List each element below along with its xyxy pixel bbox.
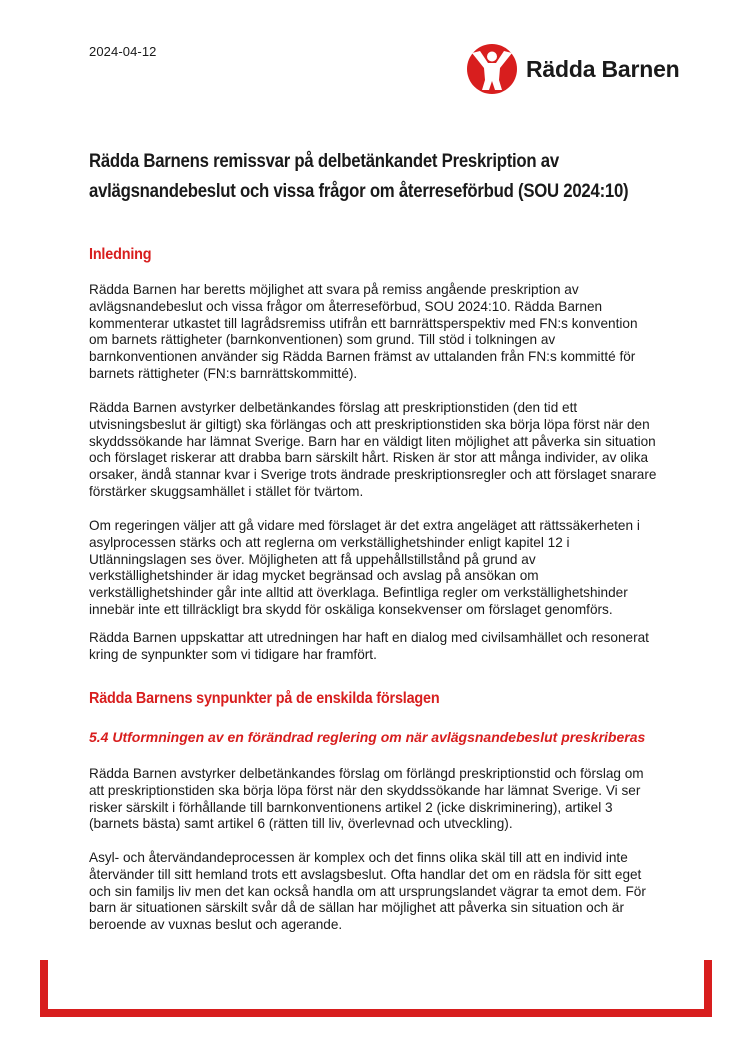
footer-frame: [40, 960, 712, 1017]
subheading-5-4: 5.4 Utformningen av en förändrad reglering om när avlägsnandebeslut preskriberas: [89, 729, 646, 745]
intro-paragraph-2: Rädda Barnen avstyrker delbetänkandes förslag att preskriptionstiden (den tid ett utvisningsbeslut är giltigt) ska förlängas och att preskriptionstiden ska börja löpa först när den skyddssökande har lämnat Sverige. Barn har en väldigt liten möjlighet att påverka sin situation och förslaget riskerar att drabba barn särskilt hårt. Risken är stor att många individer, av olika orsaker, ändå stannar kvar i Sverige trots ändrade preskriptionsregler och att förslaget snarare förstärker skuggsamhället i stället för tvärtom.: [89, 400, 657, 499]
logo-text: Rädda Barnen: [526, 55, 680, 82]
page-title: Rädda Barnens remissvar på delbetänkandet Preskription av avlägsnandebeslut och vissa frågor om återreseförbud (SOU 2024:10): [89, 150, 629, 202]
section-paragraph-2: Asyl- och återvändandeprocessen är komplex och det finns olika skäl till att en individ inte återvänder till sitt hemland trots ett avslagsbeslut. Ofta handlar det om en rädsla för sitt eget och sin familjs liv men det kan också handla om att ursprungslandet vägrar ta emot dem. För barn är situationen särskilt svår då de sällan har möjlighet att påverka sin situation och är beroende av vuxnas beslut och agerande.: [89, 850, 646, 933]
intro-paragraph-1: Rädda Barnen har beretts möjlighet att svara på remiss angående preskription av avlägsnandebeslut och vissa frågor om återreseförbud, SOU 2024:10. Rädda Barnen kommenterar utkastet till lagrådsremiss utifrån ett barnrättsperspektiv med FN:s konvention om barnets rättigheter (barnkonventionen) som grund. Till stöd i tolkningen av barnkonventionen använder sig Rädda Barnen främst av uttalanden från FN:s kommitté för barnets rättigheter (FN:s barnrättskommitté).: [89, 282, 638, 381]
section-heading-inledning: Inledning: [89, 246, 152, 263]
date: 2024-04-12: [89, 44, 157, 59]
section-heading-synpunkter: Rädda Barnens synpunkter på de enskilda förslagen: [89, 690, 440, 707]
section-paragraph-1: Rädda Barnen avstyrker delbetänkandes förslag om förlängd preskriptionstid och förslag om att preskriptionstiden ska börja löpa först när den skyddssökande har lämnat Sverige. Vi ser risker särskilt i förhållande till barnkonventionens artikel 2 (icke diskriminering), artikel 3 (barnets bästa) samt artikel 6 (rätten till liv, överlevnad och utveckling).: [89, 766, 644, 832]
logo: [466, 44, 680, 94]
save-the-children-logo-icon: [466, 43, 518, 95]
intro-paragraph-4: Rädda Barnen uppskattar att utredningen har haft en dialog med civilsamhället och resonerat kring de synpunkter som vi tidigare har framfört.: [89, 630, 649, 662]
intro-paragraph-3: Om regeringen väljer att gå vidare med förslaget är det extra angeläget att rättssäkerheten i asylprocessen stärks och att reglerna om verkställighetshinder enligt kapitel 12 i Utlänningslagen ses över. Möjligheten att få uppehållstillstånd på grund av verkställighetshinder är idag mycket begränsad och avslag på ansökan om verkställighetshinder går inte alltid att överklaga. Befintliga regler om verkställighetshinder innebär inte ett tillräckligt bra skydd för oskäliga konsekvenser om förslaget genomförs.: [89, 518, 640, 617]
